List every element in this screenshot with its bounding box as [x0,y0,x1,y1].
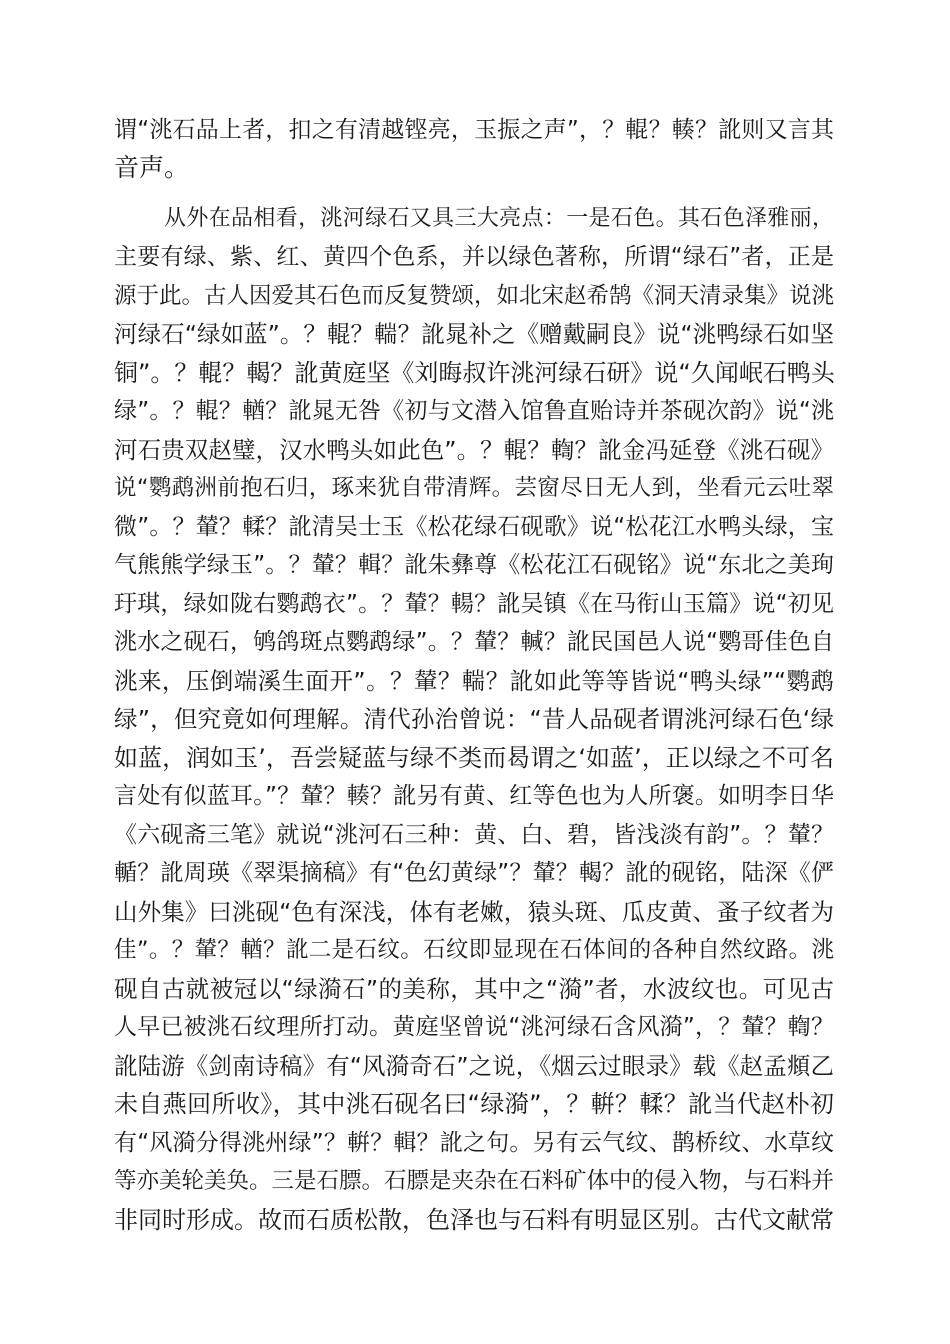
text-line: 洮水之砚石，鸲鸽斑点鹦鹉绿”。？輦？輱？訛民国邑人说“鹦哥佳色自 [114,629,834,655]
text-line: 佳”。？輦？輶？訛二是石纹。石纹即显现在石体间的各种自然纹路。洮 [114,937,834,963]
text-line: 人早已被洮石纹理所打动。黄庭坚曾说“洮河绿石含风漪”，？輦？輷？ [114,1014,834,1040]
text-line: 源于此。古人因爱其石色而反复赞颂，如北宋赵希鹄《洞天清录集》说洮 [114,283,835,309]
text-line: 从外在品相看，洮河绿石又具三大亮点：一是石色。其石色泽雅丽， [164,206,834,231]
text-line: 河绿石“绿如蓝”。？輥？輲？訛晁补之《赠戴嗣良》说“洮鸭绿石如坚 [114,320,834,348]
text-line: 铜”。？輥？輵？訛黄庭坚《刘晦叔许洮河绿石研》说“久闻岷石鸭头 [114,359,835,387]
text-line: 谓“洮石品上者，扣之有清越铿亮，玉振之声”，？輥？輳？訛则又言其 [114,117,834,143]
text-line: 等亦美轮美奂。三是石膘。石膘是夹杂在石料矿体中的侵入物，与石料并 [114,1168,835,1194]
text-line: 玗琪，绿如陇右鹦鹉衣”。？輦？輰？訛吴镇《在马衔山玉篇》说“初见 [114,591,834,617]
text-line: 有“风漪分得洮州绿”？輧？輯？訛之句。另有云气纹、鹊桥纹、水草纹 [114,1130,834,1156]
text-line: 《六砚斋三笔》就说“洮河石三种：黄、白、碧，皆浅淡有韵”。？輦？ [114,822,834,848]
text-line: 砚自古就被冠以“绿漪石”的美称，其中之“漪”者，水波纹也。可见古 [114,975,834,1003]
text-line: 音声。 [114,153,190,182]
text-line: 绿”。？輥？輶？訛晁无咎《初与文潜入馆鲁直贻诗并茶砚次韵》说“洮 [114,398,834,424]
text-line: 微”。？輦？輮？訛清吴士玉《松花绿石砚歌》说“松花江水鸭头绿，宝 [114,514,834,540]
text-line: 未自燕回所收》，其中洮石砚名曰“绿漪”，？輧？輮？訛当代赵朴初 [114,1090,834,1118]
text-line: 主要有绿、紫、红、黄四个色系，并以绿色著称，所谓“绿石”者，正是 [114,244,834,270]
text-line: 河石贵双赵璧，汉水鸭头如此色”。？輥？輷？訛金冯延登《洮石砚》 [114,436,834,464]
text-line: 言处有似蓝耳。”？輦？輳？訛另有黄、红等色也为人所褒。如明李日华 [114,783,834,809]
text-line: 如蓝，润如玉’，吾尝疑蓝与绿不类而曷谓之‘如蓝’，正以绿之不可名 [114,744,834,772]
text-line: 非同时形成。故而石质松散，色泽也与石料有明显区别。古代文献常 [114,1206,834,1234]
text-line: 輴？訛周瑛《翠渠摘稿》有“色幻黄绿”？輦？輵？訛的砚铭，陆深《俨 [114,860,834,886]
text-line: 说“鹦鹉洲前抱石归，琢来犹自带清辉。芸窗尽日无人到，坐看元云吐翠 [114,475,834,501]
text-line: 绿”，但究竟如何理解。清代孙治曾说：“昔人品砚者谓洮河绿石色‘绿 [114,705,834,733]
text-line: 洮来，压倒端溪生面开”。？輦？輲？訛如此等等皆说“鸭头绿”“鹦鹉 [114,667,834,695]
text-line: 气熊熊学绿玉”。？輦？輯？訛朱彝尊《松花江石砚铭》说“东北之美珣 [114,552,834,578]
text-line: 訛陆游《剑南诗稿》有“风漪奇石”之说，《烟云过眼录》载《赵孟頫乙 [114,1052,834,1080]
text-line: 山外集》曰洮砚“色有深浅，体有老嫩，猿头斑、瓜皮黄、蚤子纹者为 [114,898,834,926]
